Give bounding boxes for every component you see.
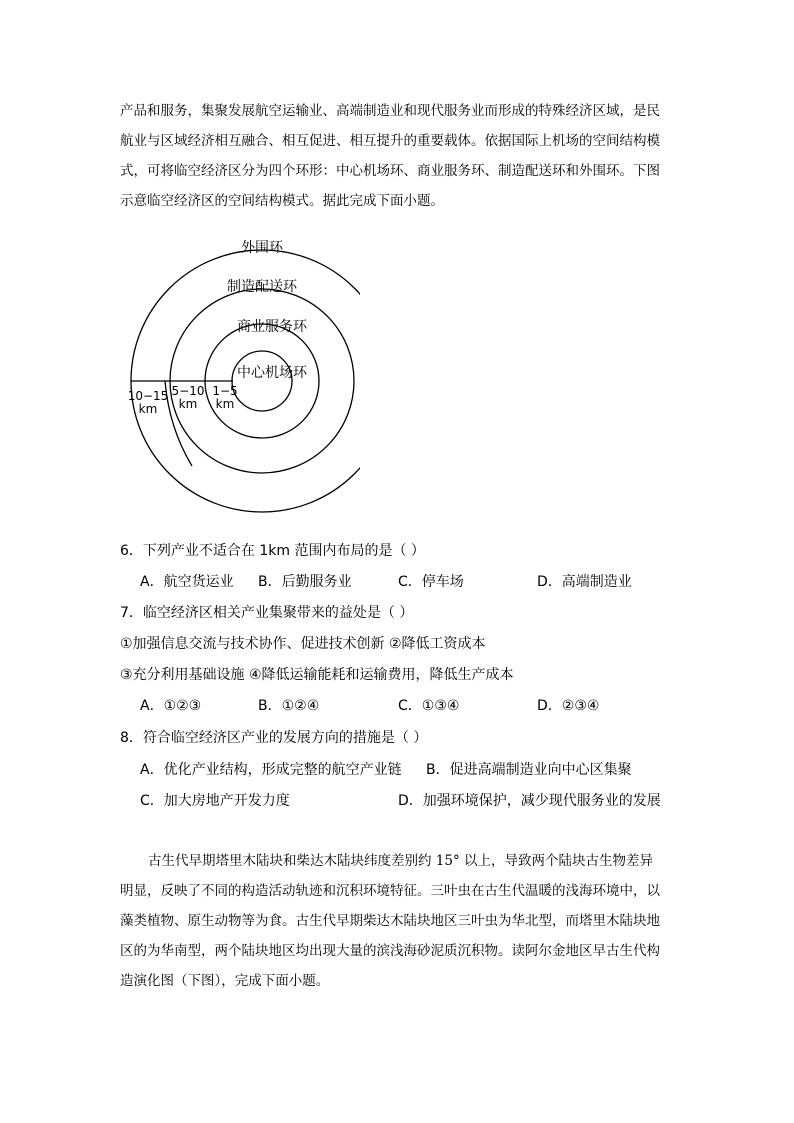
question-6-option-c[interactable]: C．停车场: [398, 574, 464, 590]
question-6-option-d[interactable]: D．高端制造业: [537, 574, 632, 590]
passage-2-line: 明显，反映了不同的构造活动轨迹和沉积环境特征。三叶虫在古生代温暖的浅海环境中，以: [120, 883, 660, 899]
ring-label-business: 商业服务环: [237, 319, 307, 335]
distance-unit: km: [138, 402, 158, 416]
question-8-stem: 8．符合临空经济区产业的发展方向的措施是（ ）: [120, 730, 428, 746]
ring-label-outer: 外围环: [241, 240, 283, 256]
intro-line: 产品和服务，集聚发展航空运输业、高端制造业和现代服务业而形成的特殊经济区域，是民: [120, 103, 660, 119]
intro-line: 示意临空经济区的空间结构模式。据此完成下面小题。: [120, 193, 444, 209]
question-7-option-b[interactable]: B．①②④: [258, 698, 320, 714]
ring-label-airport: 中心机场环: [237, 365, 307, 381]
distance-unit: km: [178, 397, 198, 411]
question-7-stem: 7．临空经济区相关产业集聚带来的益处是（ ）: [120, 605, 414, 621]
passage-2-line: 区的为华南型，两个陆块地区均出现大量的滨浅海砂泥质沉积物。读阿尔金地区早古生代构: [120, 943, 660, 959]
distance-unit: km: [215, 397, 235, 411]
ring-label-manufacturing: 制造配送环: [227, 279, 297, 295]
question-8-option-b[interactable]: B．促进高端制造业向中心区集聚: [426, 762, 632, 778]
question-8-option-a[interactable]: A．优化产业结构，形成完整的航空产业链: [140, 762, 402, 778]
question-6-stem: 6．下列产业不适合在 1km 范围内布局的是（ ）: [120, 543, 425, 559]
intro-line: 航业与区域经济相互融合、相互促进、相互提升的重要载体。依据国际上机场的空间结构模: [120, 133, 660, 149]
passage-2-line: 古生代早期塔里木陆块和柴达木陆块纬度差别约 15° 以上，导致两个陆块古生物差异: [148, 853, 654, 869]
question-7-statement: ③充分利用基础设施 ④降低运输能耗和运输费用，降低生产成本: [120, 667, 514, 683]
passage-2: [120, 846, 676, 996]
passage-2-line: 造演化图（下图），完成下面小题。: [120, 973, 330, 989]
passage-2-line: 藻类植物、原生动物等为食。古生代早期柴达木陆块地区三叶虫为华北型，而塔里木陆块地: [120, 913, 660, 929]
question-6-option-a[interactable]: A．航空货运业: [140, 574, 234, 590]
question-6-option-b[interactable]: B．后勤服务业: [258, 574, 352, 590]
question-7-statement: ①加强信息交流与技术协作、促进技术创新 ②降低工资成本: [120, 636, 486, 652]
question-8-option-c[interactable]: C．加大房地产开发力度: [140, 793, 290, 809]
intro-line: 式，可将临空经济区分为四个环形：中心机场环、商业服务环、制造配送环和外围环。下图: [120, 163, 660, 179]
question-7-option-c[interactable]: C．①③④: [398, 698, 460, 714]
ring-diagram: [120, 228, 360, 528]
question-7-option-a[interactable]: A．①②③: [140, 698, 202, 714]
airport-ring-circle: [232, 351, 292, 411]
question-7-option-d[interactable]: D．②③④: [537, 698, 600, 714]
intro-paragraph: [120, 96, 676, 216]
ring-diagram-svg: [120, 228, 360, 528]
distance-label: 10−15: [127, 389, 169, 403]
question-8-option-d[interactable]: D．加强环境保护，减少现代服务业的发展: [398, 793, 661, 809]
distance-label: 1−5: [212, 384, 238, 398]
distance-label: 5−10: [171, 384, 205, 398]
